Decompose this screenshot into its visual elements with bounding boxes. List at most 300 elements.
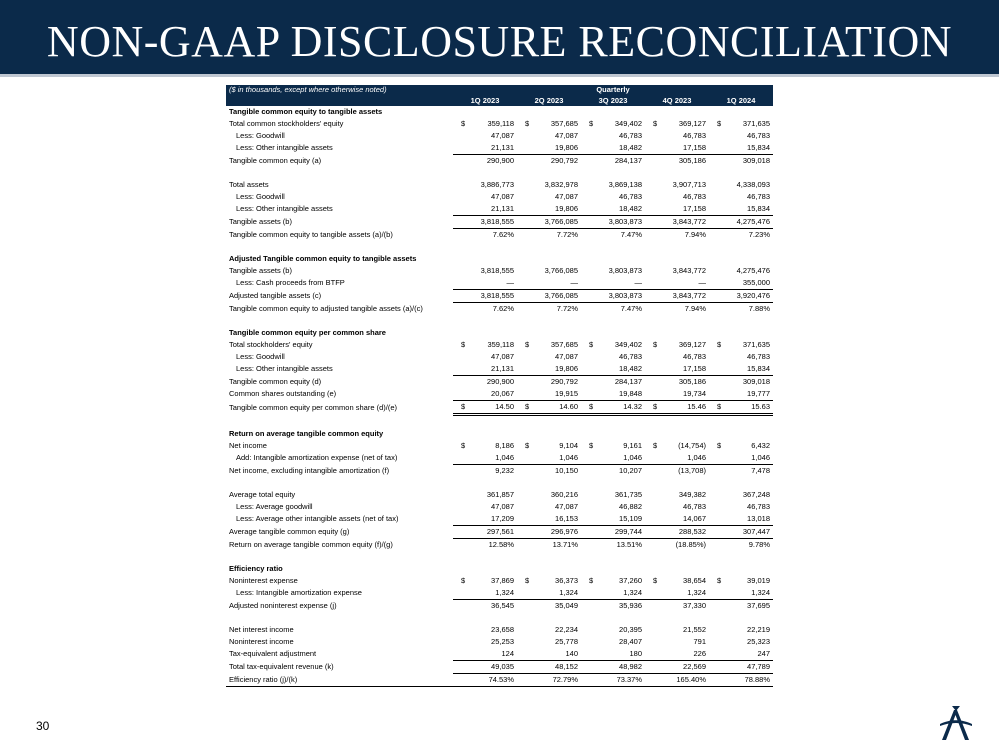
value-text: 17,209 (491, 514, 514, 523)
cell-value (645, 513, 709, 526)
value-text: 360,216 (550, 490, 578, 499)
value-text: 46,783 (747, 192, 770, 201)
value-text: 7.47% (620, 304, 642, 313)
currency-symbol: $ (525, 119, 530, 128)
cell-value (645, 539, 709, 552)
value-text: 35,049 (555, 601, 578, 610)
value-text: 284,137 (614, 377, 642, 386)
value-text: 1,046 (687, 453, 706, 462)
cell-value (709, 229, 773, 242)
cell-value (709, 130, 773, 142)
cell-value (645, 277, 709, 290)
cell-value (645, 648, 709, 661)
row-label: Tangible common equity (a) (229, 155, 322, 165)
value-text: 3,843,772 (672, 266, 706, 275)
row-label: Net income, excluding intangible amortization (f) (229, 465, 390, 475)
value-text: 15.63 (751, 402, 770, 411)
row-label: Noninterest income (229, 637, 294, 646)
row-label: Tangible common equity (d) (229, 376, 322, 386)
value-text: 3,803,873 (608, 266, 642, 275)
row-label: Total assets (229, 180, 269, 189)
value-text: 17,158 (683, 364, 706, 373)
value-text: 39,019 (747, 576, 770, 585)
value-text: 9,232 (495, 466, 514, 475)
cell-value (645, 388, 709, 401)
cell-value (645, 363, 709, 376)
value-text: 371,635 (742, 119, 770, 128)
cell-value (645, 203, 709, 216)
cell-value (645, 303, 709, 316)
value-text: 20,395 (619, 625, 642, 634)
value-text: 349,382 (678, 490, 706, 499)
table-row (226, 539, 773, 552)
currency-symbol: $ (653, 441, 658, 450)
value-text: 14,067 (683, 514, 706, 523)
currency-symbol: $ (589, 576, 594, 585)
cell-value (645, 465, 709, 478)
section-header-row (226, 253, 773, 265)
value-text: 3,869,138 (608, 180, 642, 189)
cell-value (709, 575, 773, 587)
currency-symbol: $ (717, 119, 722, 128)
value-text: 19,848 (619, 389, 642, 398)
table-row (226, 265, 773, 277)
cell-value (709, 489, 773, 501)
cell-value (709, 376, 773, 389)
currency-symbol: $ (589, 402, 594, 411)
row-label: Noninterest expense (229, 576, 298, 585)
value-text: 48,152 (555, 662, 578, 671)
table-row (226, 526, 773, 539)
section-title: Adjusted Tangible common equity to tangible assets (229, 254, 417, 263)
value-text: 21,131 (491, 364, 514, 373)
value-text: 46,783 (683, 502, 706, 511)
value-text: 25,253 (491, 637, 514, 646)
value-text: 7.88% (748, 304, 770, 313)
cell-value (581, 661, 645, 674)
currency-symbol: $ (717, 576, 722, 585)
value-text: 7.72% (556, 230, 578, 239)
table-row (226, 229, 773, 242)
value-text: 47,087 (491, 131, 514, 140)
value-text: 37,260 (619, 576, 642, 585)
cell-value (581, 489, 645, 501)
value-text: — (634, 278, 642, 287)
currency-symbol: $ (717, 340, 722, 349)
value-text: 47,087 (555, 352, 578, 361)
value-text: 4,275,476 (736, 217, 770, 226)
cell-value (581, 265, 645, 277)
reconciliation-table (226, 85, 773, 687)
value-text: 14.32 (623, 402, 642, 411)
table-row (226, 587, 773, 600)
value-text: 290,792 (550, 156, 578, 165)
table-row (226, 351, 773, 363)
cell-value (581, 351, 645, 363)
table-row (226, 363, 773, 376)
value-text: 23,658 (491, 625, 514, 634)
section-header-row (226, 106, 773, 118)
value-text: 46,882 (619, 502, 642, 511)
cell-value (517, 130, 581, 142)
cell-value (709, 636, 773, 648)
cell-value (645, 142, 709, 155)
cell-value (517, 648, 581, 661)
value-text: 3,843,772 (672, 217, 706, 226)
value-text: 7.72% (556, 304, 578, 313)
cell-value (517, 440, 581, 452)
cell-value (645, 376, 709, 389)
cell-value (453, 363, 517, 376)
value-text: 19,806 (555, 204, 578, 213)
table-body (226, 106, 773, 687)
value-text: 3,818,555 (480, 291, 514, 300)
value-text: 15.46 (687, 402, 706, 411)
value-text: 3,907,713 (672, 180, 706, 189)
cell-value (581, 501, 645, 513)
value-text: 359,118 (487, 340, 514, 349)
currency-symbol: $ (461, 576, 466, 585)
table-row (226, 401, 773, 415)
reconciliation-table-container (226, 85, 773, 687)
cell-value (517, 587, 581, 600)
value-text: 8,186 (495, 441, 514, 450)
value-text: 38,654 (683, 576, 706, 585)
row-label: Tangible common equity per common share (d)/(e) (229, 402, 397, 412)
cell-value (645, 191, 709, 203)
cell-value (581, 179, 645, 191)
value-text: 7.62% (492, 304, 514, 313)
value-text: 19,915 (555, 389, 578, 398)
currency-symbol: $ (717, 402, 722, 411)
value-text: 7.47% (620, 230, 642, 239)
spacer-row (226, 551, 773, 563)
cell-value (709, 363, 773, 376)
cell-value (517, 277, 581, 290)
cell-value (581, 526, 645, 539)
value-text: 791 (693, 637, 706, 646)
cell-value (709, 587, 773, 600)
cell-value (517, 155, 581, 168)
value-text: 367,248 (742, 490, 770, 499)
section-header-row (226, 563, 773, 575)
value-text: (13,708) (678, 466, 706, 475)
section-title: Tangible common equity to tangible assets (229, 107, 383, 116)
value-text: 3,766,085 (544, 217, 578, 226)
cell-value (517, 118, 581, 130)
currency-symbol: $ (589, 441, 594, 450)
value-text: 180 (629, 649, 642, 658)
cell-value (645, 526, 709, 539)
cell-value (645, 489, 709, 501)
spacer-row (226, 612, 773, 624)
cell-value (709, 674, 773, 687)
value-text: 16,153 (555, 514, 578, 523)
cell-value (581, 587, 645, 600)
table-row (226, 339, 773, 351)
value-text: 9,104 (559, 441, 578, 450)
cell-value (645, 440, 709, 452)
cell-value (453, 452, 517, 465)
cell-value (453, 526, 517, 539)
value-text: 1,324 (495, 588, 514, 597)
cell-value (709, 290, 773, 303)
cell-value (453, 661, 517, 674)
cell-value (709, 351, 773, 363)
row-label: Less: Intangible amortization expense (236, 588, 362, 598)
value-text: 7.62% (492, 230, 514, 239)
value-text: — (698, 278, 706, 287)
value-text: 226 (693, 649, 706, 658)
table-row (226, 203, 773, 216)
value-text: 1,046 (559, 453, 578, 462)
cell-value (709, 191, 773, 203)
cell-value (453, 624, 517, 636)
cell-value (645, 265, 709, 277)
cell-value (517, 636, 581, 648)
page-title: NON-GAAP DISCLOSURE RECONCILIATION (46, 17, 953, 66)
cell-value (645, 351, 709, 363)
value-text: 47,087 (555, 131, 578, 140)
cell-value (645, 290, 709, 303)
cell-value (581, 376, 645, 389)
cell-value (453, 351, 517, 363)
value-text: (18.85%) (675, 540, 706, 549)
value-text: 4,275,476 (736, 266, 770, 275)
cell-value (645, 452, 709, 465)
cell-value (709, 513, 773, 526)
cell-value (581, 388, 645, 401)
section-title: Return on average tangible common equity (229, 429, 384, 438)
cell-value (709, 624, 773, 636)
cell-value (453, 388, 517, 401)
row-label: Total tax-equivalent revenue (k) (229, 662, 334, 671)
row-label: Total stockholders' equity (229, 340, 313, 349)
row-label: Common shares outstanding (e) (229, 389, 337, 399)
cell-value (517, 363, 581, 376)
cell-value (517, 265, 581, 277)
value-text: 3,818,555 (480, 217, 514, 226)
row-label: Less: Other intangible assets (236, 364, 333, 374)
value-text: 3,886,773 (480, 180, 514, 189)
value-text: 47,087 (555, 502, 578, 511)
cell-value (453, 440, 517, 452)
value-text: 48,982 (619, 662, 642, 671)
value-text: 36,545 (491, 601, 514, 610)
cell-value (709, 401, 773, 415)
cell-value (581, 118, 645, 130)
value-text: (14,754) (678, 441, 706, 450)
row-label: Less: Other intangible assets (236, 143, 333, 153)
cell-value (709, 501, 773, 513)
value-text: 19,806 (555, 364, 578, 373)
table-row (226, 636, 773, 648)
currency-symbol: $ (461, 119, 466, 128)
value-text: 1,324 (751, 588, 770, 597)
cell-value (581, 513, 645, 526)
cell-value (581, 277, 645, 290)
currency-symbol: $ (461, 402, 466, 411)
value-text: 10,150 (555, 466, 578, 475)
cell-value (709, 600, 773, 613)
value-text: 296,976 (550, 527, 578, 536)
cell-value (517, 539, 581, 552)
cell-value (709, 388, 773, 401)
cell-value (517, 513, 581, 526)
cell-value (645, 179, 709, 191)
row-label: Total common stockholders' equity (229, 119, 344, 128)
cell-value (517, 600, 581, 613)
value-text: 37,695 (747, 601, 770, 610)
value-text: 35,936 (619, 601, 642, 610)
value-text: 46,783 (619, 352, 642, 361)
value-text: 4,338,093 (736, 180, 770, 189)
cell-value (453, 513, 517, 526)
value-text: 309,018 (742, 156, 770, 165)
currency-symbol: $ (653, 402, 658, 411)
value-text: 21,131 (491, 143, 514, 152)
cell-value (453, 575, 517, 587)
value-text: 357,685 (550, 340, 578, 349)
value-text: 124 (501, 649, 514, 658)
value-text: 49,035 (491, 662, 514, 671)
cell-value (709, 661, 773, 674)
value-text: 22,569 (683, 662, 706, 671)
row-label: Adjusted noninterest expense (j) (229, 600, 337, 610)
value-text: 1,324 (623, 588, 642, 597)
value-text: 13,018 (747, 514, 770, 523)
row-label: Less: Average other intangible assets (net of tax) (236, 514, 399, 524)
value-text: 3,766,085 (544, 291, 578, 300)
cell-value (581, 191, 645, 203)
value-text: 47,087 (491, 352, 514, 361)
row-label: Less: Goodwill (236, 131, 285, 140)
cell-value (517, 303, 581, 316)
page-number: 30 (36, 719, 50, 733)
cell-value (709, 648, 773, 661)
cell-value (453, 648, 517, 661)
spacer-row (226, 241, 773, 253)
cell-value (581, 452, 645, 465)
table-row (226, 142, 773, 155)
cell-value (517, 661, 581, 674)
cell-value (645, 624, 709, 636)
value-text: 7.94% (684, 304, 706, 313)
row-label: Tax-equivalent adjustment (229, 649, 317, 659)
cell-value (453, 339, 517, 351)
cell-value (453, 290, 517, 303)
currency-symbol: $ (525, 340, 530, 349)
table-row (226, 575, 773, 587)
value-text: 13.71% (552, 540, 578, 549)
value-text: 3,803,873 (608, 217, 642, 226)
cell-value (517, 203, 581, 216)
currency-symbol: $ (589, 119, 594, 128)
table-row (226, 376, 773, 389)
cell-value (645, 216, 709, 229)
row-label: Add: Intangible amortization expense (net of tax) (236, 453, 398, 463)
column-header-row (226, 95, 773, 106)
value-text: 72.79% (552, 675, 578, 684)
value-text: 349,402 (614, 119, 642, 128)
value-text: 46,783 (747, 352, 770, 361)
cell-value (453, 303, 517, 316)
table-row (226, 388, 773, 401)
cell-value (709, 526, 773, 539)
value-text: 46,783 (683, 352, 706, 361)
cell-value (645, 401, 709, 415)
row-label: Less: Goodwill (236, 352, 285, 361)
value-text: 305,186 (678, 156, 706, 165)
value-text: 357,685 (550, 119, 578, 128)
value-text: 19,734 (683, 389, 706, 398)
table-row (226, 674, 773, 687)
value-text: — (506, 278, 514, 287)
currency-symbol: $ (461, 340, 466, 349)
cell-value (453, 142, 517, 155)
value-text: 371,635 (742, 340, 770, 349)
cell-value (453, 155, 517, 168)
value-text: 21,131 (491, 204, 514, 213)
value-text: 73.37% (616, 675, 642, 684)
value-text: 247 (757, 649, 770, 658)
cell-value (517, 216, 581, 229)
currency-symbol: $ (461, 441, 466, 450)
value-text: 361,857 (486, 490, 514, 499)
value-text: 307,447 (742, 527, 770, 536)
cell-value (645, 600, 709, 613)
cell-value (517, 452, 581, 465)
cell-value (581, 600, 645, 613)
value-text: 3,843,772 (672, 291, 706, 300)
value-text: 12.58% (488, 540, 514, 549)
value-text: 6,432 (751, 441, 770, 450)
cell-value (453, 501, 517, 513)
value-text: 19,806 (555, 143, 578, 152)
value-text: 7.94% (684, 230, 706, 239)
cell-value (581, 142, 645, 155)
value-text: 7.23% (748, 230, 770, 239)
cell-value (581, 636, 645, 648)
value-text: 46,783 (747, 131, 770, 140)
value-text: 3,920,476 (736, 291, 770, 300)
value-text: 78.88% (744, 675, 770, 684)
row-label: Less: Average goodwill (236, 502, 313, 511)
currency-symbol: $ (653, 119, 658, 128)
value-text: 15,109 (619, 514, 642, 523)
table-row (226, 661, 773, 674)
cell-value (453, 203, 517, 216)
cell-value (453, 191, 517, 203)
cell-value (709, 339, 773, 351)
value-text: 284,137 (614, 156, 642, 165)
table-row (226, 600, 773, 613)
cell-value (581, 155, 645, 168)
value-text: 46,783 (619, 131, 642, 140)
cell-value (581, 440, 645, 452)
value-text: 37,869 (491, 576, 514, 585)
cell-value (581, 229, 645, 242)
cell-value (645, 575, 709, 587)
value-text: 9,161 (623, 441, 642, 450)
table-row (226, 155, 773, 168)
value-text: 10,207 (619, 466, 642, 475)
value-text: 47,789 (747, 662, 770, 671)
cell-value (453, 265, 517, 277)
cell-value (645, 661, 709, 674)
cell-value (709, 303, 773, 316)
row-label: Tangible common equity to adjusted tangible assets (a)/(c) (229, 303, 423, 313)
